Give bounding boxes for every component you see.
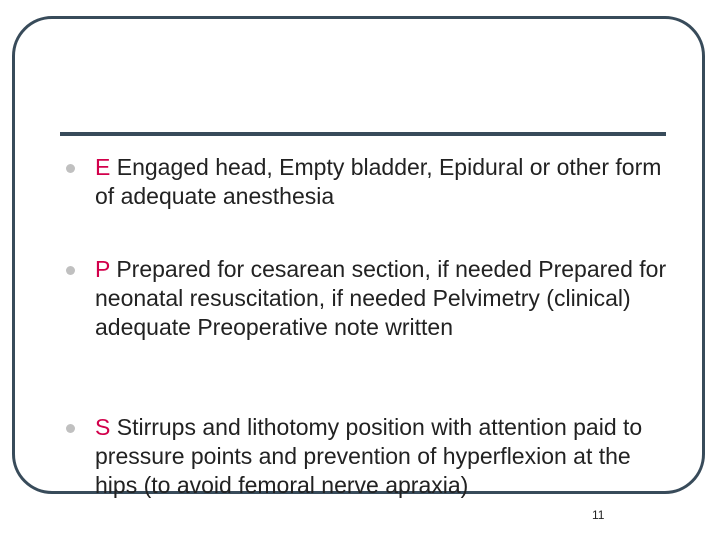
slide-number: 11 bbox=[592, 508, 605, 522]
bullet-item-text: Engaged head, Empty bladder, Epidural or other form of adequate anesthesia bbox=[95, 154, 662, 209]
bullet-item-e bbox=[95, 153, 675, 211]
bullet-key-letter: S bbox=[95, 414, 111, 440]
bullet-item-s bbox=[95, 413, 675, 500]
bullet-item-text: Stirrups and lithotomy position with attention paid to pressure points and prevention of hyperflexion at the hips (to avoid femoral nerve apraxia) bbox=[95, 414, 643, 498]
bullet-key-letter: P bbox=[95, 256, 110, 282]
bullet-dot-icon bbox=[66, 424, 75, 433]
bullet-item-p bbox=[95, 255, 675, 342]
bullet-dot-icon bbox=[66, 266, 75, 275]
bullet-dot-icon bbox=[66, 164, 75, 173]
bullet-key-letter: E bbox=[95, 154, 111, 180]
bullet-item-text: Prepared for cesarean section, if needed Prepared for neonatal resuscitation, if needed Pelvimetry (clinical) adequate Preoperative note written bbox=[95, 256, 667, 340]
title-divider bbox=[60, 132, 666, 136]
